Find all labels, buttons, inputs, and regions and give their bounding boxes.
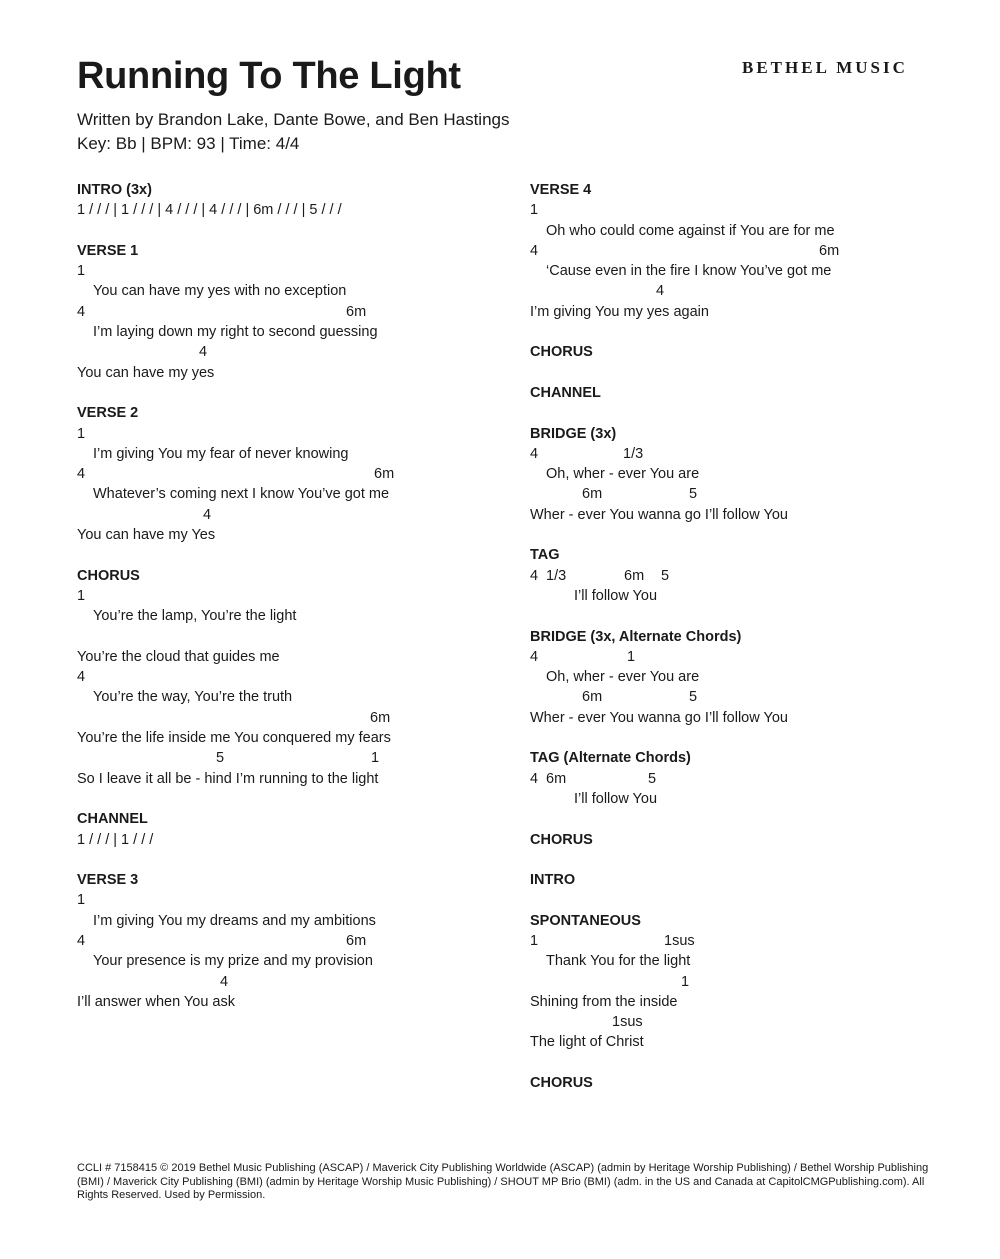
chord-symbol: 6m [346,303,367,320]
chord-line [530,200,930,220]
chord-line [77,748,507,768]
chord-symbol: 6m [346,932,367,949]
lyric-line: Thank You for the light [546,953,691,970]
chord-symbol: 1 [77,425,86,442]
section-heading: TAG (Alternate Chords) [530,750,691,767]
spacer [77,545,507,565]
section-heading: CHANNEL [530,384,601,401]
spacer [530,850,930,870]
chord-line [530,647,930,667]
chord-line [77,972,507,992]
chord-symbol: 1/3 [546,567,567,584]
lyric-line: So I leave it all be - hind I’m running to the light [77,770,379,787]
chord-symbol: 1/3 [623,445,644,462]
chord-symbol: 6m [374,466,395,483]
spacer [530,1053,930,1073]
chord-symbol: 4 [656,283,665,300]
chord-line [77,890,507,910]
chord-symbol: 4 [203,506,212,523]
section-heading: TAG [530,547,560,564]
lyric-line: You can have my yes with no exception [93,283,347,300]
chord-symbol: 5 [648,770,657,787]
chord-symbol: 4 [530,445,539,462]
chord-symbol: 1 [627,648,636,665]
chord-line [77,302,507,322]
section-heading: CHORUS [530,344,593,361]
song-key-info: Key: Bb | BPM: 93 | Time: 4/4 [77,134,300,153]
chord-symbol: 6m [582,486,603,503]
chord-line [530,241,930,261]
section-heading: SPONTANEOUS [530,912,641,929]
spacer [530,525,930,545]
chord-symbol: 4 [530,567,539,584]
copyright-footer: CCLI # 7158415 © 2019 Bethel Music Publishing (ASCAP) / Maverick City Publishing Worldwide (ASCAP) (admin by Heritage Worship Publishing) / Bethel Worship Publishing (BMI) / Maverick City Publishing (BMI) (admin by Heritage Worship Music Publishing) / SHOUT MP Brio (BMI) (adm. in the US and Canada at CapitolCMGPublishing.com). All Rights Reserved. Used by Permission. [77,1162,929,1201]
lyric-line: You can have my yes [77,364,215,381]
chord-line [530,687,930,707]
spacer [77,221,507,241]
lyric-line: Wher - ever You wanna go I’ll follow You [530,506,788,523]
spacer [530,890,930,910]
chord-line [77,261,507,281]
chord-line [77,464,507,484]
chord-symbol: 1 [530,932,539,949]
chord-line [530,931,930,951]
chord-symbol: 5 [661,567,670,584]
spacer [530,322,930,342]
chord-symbol: 5 [689,689,698,706]
chord-line [530,484,930,504]
chord-symbol: 1 [77,892,86,909]
spacer [530,728,930,748]
chord-symbol: 4 [77,466,86,483]
chord-symbol: 6m [624,567,645,584]
spacer [77,383,507,403]
lyric-line: You’re the lamp, You’re the light [93,608,297,625]
chord-symbol: 5 [216,750,225,767]
chord-symbol: 4 [530,648,539,665]
lyric-line: I’m giving You my dreams and my ambitions [93,912,376,929]
section-heading: CHORUS [77,567,140,584]
lyric-line: I’ll follow You [574,587,658,604]
chord-line [530,566,930,586]
chord-symbol: 6m [819,242,840,259]
chord-symbol: 1 [77,263,86,280]
lyric-line: 1 / / / | 1 / / / | 4 / / / | 4 / / / | 6m / / / | 5 / / / [77,202,342,219]
spacer [530,809,930,829]
chord-symbol: 4 [220,973,229,990]
chord-symbol: 4 [530,770,539,787]
chord-line [77,342,507,362]
section-heading: CHANNEL [77,811,148,828]
chord-symbol: 1 [77,587,86,604]
lyric-line: Oh who could come against if You are for me [546,222,835,239]
lyric-line: Oh, wher - ever You are [546,466,700,483]
chord-line [77,505,507,525]
chord-symbol: 4 [199,344,208,361]
lyric-line: Shining from the inside [530,993,678,1010]
chord-symbol: 4 [530,242,539,259]
song-title: Running To The Light [77,55,461,97]
brand-logo: BETHEL MUSIC [742,58,908,77]
section-heading: BRIDGE (3x) [530,425,617,442]
spacer [530,403,930,423]
lyric-line: 1 / / / | 1 / / / [77,831,154,848]
chord-symbol: 6m [370,709,391,726]
chord-symbol: 4 [77,669,86,686]
section-heading: BRIDGE (3x, Alternate Chords) [530,628,742,645]
chord-symbol: 6m [546,770,567,787]
lyric-line: You’re the way, You’re the truth [93,689,293,706]
lyric-line: You’re the life inside me You conquered my fears [77,730,391,747]
chord-symbol: 1sus [612,1014,643,1031]
section-heading: VERSE 2 [77,405,139,422]
chord-line [530,1012,930,1032]
chord-line [530,769,930,789]
spacer [77,627,507,647]
chord-line [530,444,930,464]
lyric-line: ‘Cause even in the fire I know You’ve got me [546,263,832,280]
chord-symbol: 6m [582,689,603,706]
left-column [77,180,507,1012]
lyric-line: I’ll answer when You ask [77,993,235,1010]
lyric-line: Oh, wher - ever You are [546,669,700,686]
section-heading: VERSE 4 [530,182,592,198]
chord-symbol: 4 [77,932,86,949]
section-heading: CHORUS [530,1075,593,1092]
section-heading: VERSE 1 [77,242,139,259]
chord-line [530,972,930,992]
spacer [77,789,507,809]
lyric-line: I’m giving You my fear of never knowing [93,445,349,462]
chord-symbol: 1 [371,750,380,767]
lyric-line: Your presence is my prize and my provision [93,953,373,970]
section-heading: VERSE 3 [77,872,139,889]
chord-line [77,667,507,687]
spacer [530,363,930,383]
lyric-line: You’re the cloud that guides me [77,648,280,665]
chord-line [77,931,507,951]
lyric-line: Wher - ever You wanna go I’ll follow You [530,709,788,726]
spacer [530,606,930,626]
lyric-line: I’ll follow You [574,790,658,807]
lyric-line: I’m giving You my yes again [530,303,709,320]
right-column [530,180,930,1093]
lyric-line: You can have my Yes [77,527,216,544]
section-heading: INTRO (3x) [77,182,152,198]
chord-line [77,708,507,728]
lyric-line: I’m laying down my right to second guessing [93,324,378,341]
lyric-line: The light of Christ [530,1034,644,1051]
chord-symbol: 1sus [664,932,695,949]
songwriters: Written by Brandon Lake, Dante Bowe, and Ben Hastings [77,110,510,129]
lyric-line: Whatever’s coming next I know You’ve got me [93,486,390,503]
chord-line [530,281,930,301]
chord-symbol: 4 [77,303,86,320]
chord-symbol: 1 [530,202,539,219]
section-heading: CHORUS [530,831,593,848]
chord-symbol: 1 [681,973,690,990]
chord-line [77,586,507,606]
section-heading: INTRO [530,872,576,889]
spacer [77,850,507,870]
chord-line [77,424,507,444]
chord-symbol: 5 [689,486,698,503]
